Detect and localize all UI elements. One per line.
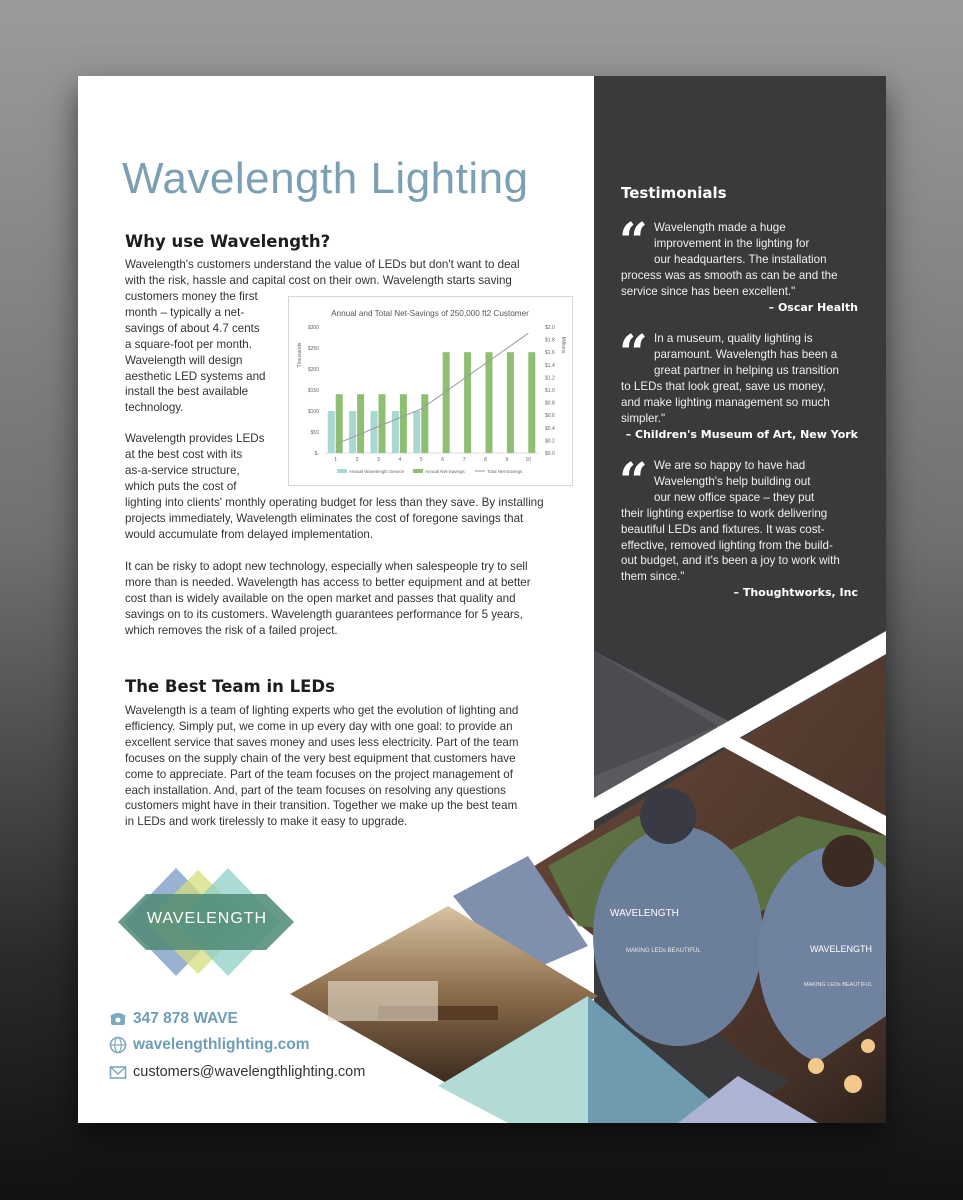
- x-tick-label: 10: [525, 457, 532, 463]
- y-right-tick-label: $1.8: [545, 337, 555, 344]
- person-head-right: [822, 835, 874, 887]
- text-line: at the best cost with its: [125, 447, 243, 461]
- text-line: customers might have in their transition. Together we make up the best team: [125, 799, 518, 813]
- quote-line: our new office space – they put: [654, 490, 815, 504]
- x-tick-label: 8: [484, 457, 487, 463]
- y-right-tick-label: $0.6: [545, 413, 555, 420]
- quote-line: improvement in the lighting for: [654, 236, 810, 250]
- x-tick-label: 6: [441, 457, 445, 463]
- bar-annual-net-savings: [464, 352, 471, 453]
- risk-paragraph: [125, 559, 575, 639]
- bar-annual-net-savings: [357, 394, 364, 453]
- why-paragraph-narrow-1: [125, 289, 285, 416]
- y-left-tick-label: $300: [307, 325, 319, 331]
- testimonial-3: [619, 451, 861, 585]
- text-line: install the best available: [125, 385, 249, 399]
- text-line: It can be risky to adopt new technology, especially when salespeople try to sell: [125, 560, 528, 573]
- legend-swatch: [337, 469, 347, 473]
- x-tick-label: 7: [462, 457, 466, 463]
- text-line: Wavelength provides LEDs: [125, 432, 265, 445]
- y-left-tick-label: $150: [307, 388, 319, 394]
- bar-annual-net-savings: [528, 352, 535, 453]
- text-line: efficiency. Simply put, we come in up every day with one goal: to provide an: [125, 719, 513, 733]
- bar-annual-service: [392, 411, 399, 453]
- testimonial-2: [621, 331, 861, 426]
- text-line: with the risk, hassle and capital cost on their own. Wavelength starts saving: [125, 273, 512, 287]
- testimonial-3-author: – Thoughtworks, Inc: [733, 586, 858, 599]
- website-link[interactable]: wavelengthlighting.com: [133, 1036, 310, 1053]
- y-left-tick-label: $250: [307, 346, 319, 352]
- text-line: Wavelength's customers understand the value of LEDs but don't want to deal: [125, 258, 520, 271]
- x-tick-label: 3: [377, 457, 380, 463]
- contact-phone[interactable]: [109, 1010, 238, 1028]
- logo-wordmark: WAVELENGTH: [146, 910, 268, 927]
- testimonial-1: [621, 220, 861, 300]
- text-line: cost than is widely available on the open market and passes that quality and: [125, 591, 516, 605]
- y-right-tick-label: $2.0: [545, 325, 555, 331]
- office-window: [328, 981, 438, 1021]
- why-paragraph-bottom: [125, 495, 575, 543]
- legend-label: Total Net-Savings: [487, 469, 523, 474]
- line-total-net-savings: [336, 333, 529, 444]
- text-line: savings on to its customers. Wavelength guarantees performance for 5 years,: [125, 607, 523, 621]
- text-line: which puts the cost of: [125, 479, 237, 493]
- quote-line: Wavelength's help building out: [654, 474, 811, 488]
- bulb-1: [808, 1058, 824, 1074]
- text-line: aesthetic LED systems and: [125, 369, 266, 383]
- x-tick-label: 9: [505, 457, 509, 463]
- text-line: excellent service that saves money and uses less electricity. Part of the team: [125, 735, 519, 749]
- bar-annual-net-savings: [400, 394, 407, 453]
- bulb-3: [861, 1039, 875, 1053]
- y-right-tick-label: $0.4: [545, 425, 555, 432]
- y-left-tick-label: $100: [307, 409, 319, 415]
- flyer-page: [78, 76, 886, 1123]
- quote-line: paramount. Wavelength has been a: [654, 347, 838, 361]
- testimonial-2-author: – Children's Museum of Art, New York: [625, 428, 858, 441]
- quote-line: effective, removed lighting from the build-: [621, 538, 833, 552]
- bar-annual-service: [328, 411, 335, 453]
- quote-line: out budget, and it's been a joy to work with: [621, 554, 840, 568]
- chart-canvas: [289, 297, 572, 485]
- page-title: Wavelength Lighting: [122, 154, 529, 203]
- y-right-tick-label: $1.6: [545, 350, 555, 357]
- text-line: more than is needed. Wavelength has access to better equipment and at better: [125, 575, 531, 589]
- text-line: Wavelength is a team of lighting experts who get the evolution of lighting and: [125, 704, 519, 717]
- quote-line: process was as smooth as can be and the: [621, 268, 838, 282]
- quote-line: service since has been excellent.": [621, 284, 796, 298]
- quote-line: our headquarters. The installation: [654, 252, 827, 266]
- contact-website[interactable]: [109, 1036, 310, 1054]
- y-right-tick-label: $1.4: [545, 362, 555, 369]
- text-line: each installation. And, part of the team focuses on resolving any questions: [125, 783, 506, 797]
- text-line: would accumulate from delayed implementation.: [125, 527, 374, 541]
- why-paragraph-narrow-2: [125, 431, 285, 495]
- quote-line: them since.": [621, 570, 685, 584]
- x-tick-label: 4: [398, 457, 402, 463]
- bulb-2: [844, 1075, 862, 1093]
- bar-annual-net-savings: [486, 352, 493, 453]
- x-tick-label: 2: [355, 457, 359, 463]
- person-shirt-left: [593, 826, 763, 1046]
- y-right-tick-label: $0.0: [545, 451, 555, 457]
- text-line: as-a-service structure,: [125, 463, 240, 477]
- shirt-sub-2: MAKING LEDs BEAUTIFUL: [804, 982, 873, 988]
- text-line: lighting into clients' monthly operating budget for less than they save. By installing: [125, 496, 544, 509]
- legend-swatch: [413, 469, 423, 473]
- testimonials-title: Testimonials: [621, 184, 727, 202]
- legend-label: Annual Net-Savings: [425, 469, 465, 474]
- quote-line: simpler.": [621, 411, 666, 425]
- y-right-tick-label: $1.0: [545, 388, 555, 394]
- text-line: which removes the risk of a failed project.: [125, 623, 338, 637]
- bar-annual-service: [371, 411, 378, 453]
- person-head-left: [640, 788, 696, 844]
- y-left-tick-label: $50: [310, 430, 319, 436]
- globe-icon: [109, 1036, 127, 1054]
- why-intro: [125, 257, 565, 289]
- quote-line: In a museum, quality lighting is: [654, 332, 813, 345]
- testimonial-1-author: – Oscar Health: [768, 301, 858, 314]
- quote-line: to LEDs that look great, save us money,: [621, 379, 826, 393]
- shirt-sub-1: MAKING LEDs BEAUTIFUL: [626, 948, 701, 954]
- email-icon: [109, 1063, 127, 1081]
- legend-label: Annual Wavelength Service: [349, 469, 405, 474]
- quote-line: beautiful LEDs and fixtures. It was cost-: [621, 522, 825, 536]
- contact-email[interactable]: [109, 1063, 365, 1081]
- bar-annual-service: [413, 411, 420, 453]
- text-line: a square-foot per month.: [125, 337, 252, 351]
- bar-annual-net-savings: [421, 394, 428, 453]
- y-left-axis-label: Thousands: [297, 342, 303, 368]
- shirt-logo-1: WAVELENGTH: [610, 908, 679, 919]
- quote-line: great partner in helping us transition: [654, 363, 839, 377]
- savings-chart: [288, 296, 573, 486]
- quote-icon: “: [619, 323, 648, 382]
- x-tick-label: 5: [419, 457, 423, 463]
- quote-icon: “: [619, 451, 648, 510]
- text-line: focuses on the supply chain of the very best equipment that customers have: [125, 751, 516, 765]
- y-right-tick-label: $0.8: [545, 400, 555, 407]
- text-line: Wavelength will design: [125, 353, 243, 367]
- text-line: in LEDs and work tirelessly to make it easy to upgrade.: [125, 815, 408, 829]
- quote-line: Wavelength made a huge: [654, 221, 786, 234]
- quote-line: and make lighting management so much: [621, 395, 830, 409]
- bar-annual-net-savings: [443, 352, 450, 453]
- y-right-tick-label: $0.2: [545, 438, 555, 445]
- text-line: projects immediately, Wavelength eliminates the cost of foregone savings that: [125, 511, 524, 525]
- y-right-tick-label: $1.2: [545, 375, 555, 382]
- shirt-logo-2: WAVELENGTH: [810, 944, 873, 954]
- text-line: come to appreciate. Part of the team focuses on the project management of: [125, 767, 513, 781]
- why-heading: Why use Wavelength?: [125, 232, 331, 251]
- team-paragraph: [125, 703, 575, 830]
- quote-line: their lighting expertise to work delivering: [621, 506, 828, 520]
- chart-title: Annual and Total Net-Savings of 250,000 ft2 Customer: [331, 309, 529, 318]
- text-line: customers money the first: [125, 290, 258, 303]
- email-link[interactable]: customers@wavelengthlighting.com: [133, 1064, 366, 1080]
- phone-icon: [109, 1010, 127, 1028]
- bar-annual-net-savings: [507, 352, 514, 453]
- y-right-axis-label: Millions: [560, 336, 566, 354]
- text-line: month – typically a net-: [125, 305, 245, 319]
- quote-line: We are so happy to have had: [654, 459, 806, 472]
- x-tick-label: 1: [334, 457, 338, 463]
- team-heading: The Best Team in LEDs: [125, 677, 335, 696]
- y-left-tick-label: $200: [307, 367, 319, 373]
- y-left-tick-label: $-: [314, 451, 319, 457]
- text-line: savings of about 4.7 cents: [125, 321, 260, 335]
- bar-annual-service: [349, 411, 356, 453]
- text-line: technology.: [125, 401, 184, 415]
- phone-number: 347 878 WAVE: [133, 1010, 238, 1027]
- quote-icon: “: [619, 211, 648, 270]
